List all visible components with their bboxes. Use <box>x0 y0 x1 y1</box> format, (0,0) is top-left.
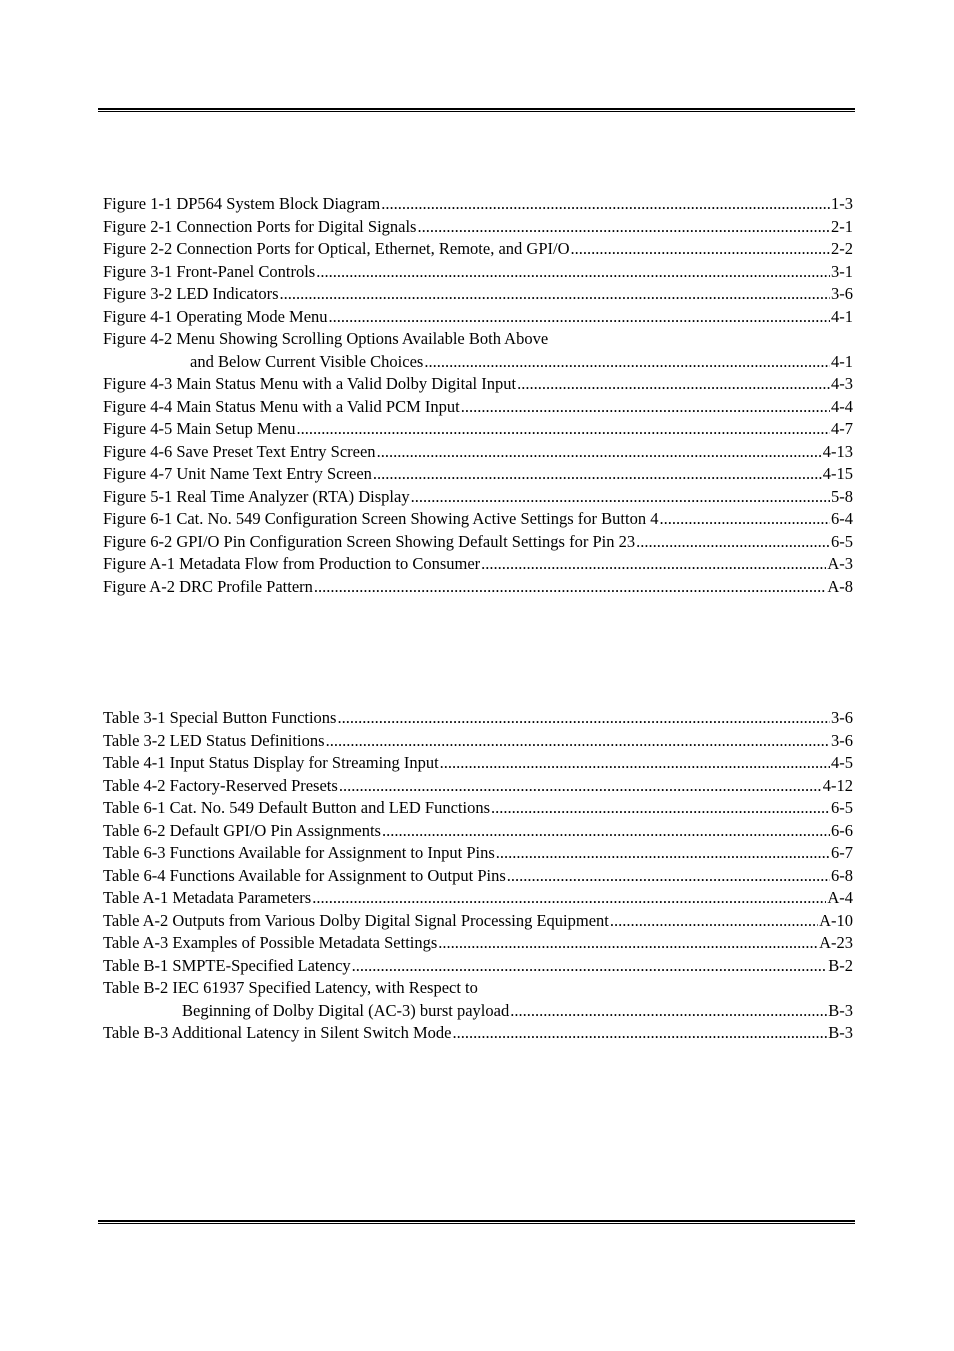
toc-entry[interactable] <box>103 775 853 798</box>
toc-entry-page: 6-7 <box>831 843 853 862</box>
toc-entry[interactable] <box>103 932 853 955</box>
toc-entry-page: 6-4 <box>831 509 853 528</box>
toc-entry-page: 5-8 <box>831 486 853 506</box>
toc-entry[interactable] <box>103 306 853 329</box>
toc-entry-label: Figure 4-6 Save Preset Text Entry Screen <box>103 441 376 461</box>
dot-leader <box>610 910 818 933</box>
toc-entry-page: B-2 <box>828 955 853 975</box>
toc-entry[interactable] <box>103 396 853 419</box>
toc-entry-label: Figure 4-5 Main Setup Menu <box>103 419 296 438</box>
toc-entry[interactable] <box>103 707 853 730</box>
dot-leader <box>314 576 826 599</box>
toc-entry-label: Figure 4-4 Main Status Menu with a Valid PCM Input <box>103 396 460 416</box>
toc-entry-page: A-10 <box>819 910 853 930</box>
dot-leader <box>438 932 818 955</box>
toc-entry-page: 3-6 <box>831 730 853 750</box>
toc-entry-page: A-4 <box>827 888 853 907</box>
toc-entry-page: 4-4 <box>831 396 853 416</box>
toc-entry-label: Table B-3 Additional Latency in Silent Switch Mode <box>103 1023 452 1042</box>
toc-entry[interactable] <box>103 820 853 843</box>
toc-entry[interactable] <box>103 193 853 216</box>
toc-entry-page: 4-1 <box>831 306 853 326</box>
toc-entry-label: Table A-2 Outputs from Various Dolby Digital Signal Processing Equipment <box>103 910 609 930</box>
toc-entry-page: 2-2 <box>831 239 853 258</box>
toc-entry-label: Table 6-3 Functions Available for Assignment to Input Pins <box>103 843 495 862</box>
toc-entry[interactable] <box>103 283 853 306</box>
toc-entry[interactable] <box>103 463 853 486</box>
dot-leader <box>636 531 830 554</box>
toc-entry[interactable] <box>103 486 853 509</box>
toc-entry-label: Figure 3-2 LED Indicators <box>103 284 279 303</box>
dot-leader <box>510 1000 827 1023</box>
toc-entry-continuation[interactable] <box>103 1000 853 1023</box>
toc-entry[interactable] <box>103 441 853 464</box>
toc-entry-label: Figure 4-2 Menu Showing Scrolling Options Available Both Above <box>103 329 549 348</box>
dot-leader <box>280 283 831 306</box>
list-of-tables <box>103 707 853 1045</box>
toc-entry-page: 4-5 <box>831 753 853 772</box>
toc-entry-label: Figure A-1 Metadata Flow from Production to Consumer <box>103 554 481 573</box>
dot-leader <box>461 396 830 419</box>
dot-leader <box>312 887 826 910</box>
dot-leader <box>316 261 830 284</box>
toc-entry-label: Table 3-1 Special Button Functions <box>103 708 337 727</box>
dot-leader <box>507 865 830 888</box>
toc-entry-label: Figure 1-1 DP564 System Block Diagram <box>103 194 381 213</box>
toc-entry-label: Table A-1 Metadata Parameters <box>103 888 312 907</box>
toc-entry-page: A-8 <box>827 576 853 596</box>
toc-entry-page: 6-6 <box>831 820 853 840</box>
dot-leader <box>496 842 830 865</box>
dot-leader <box>337 707 830 730</box>
toc-entry-page: 4-15 <box>822 464 853 483</box>
dot-leader <box>296 418 830 441</box>
toc-entry-page: 6-5 <box>831 531 853 551</box>
toc-entry-page: B-3 <box>828 1023 853 1042</box>
toc-entry[interactable] <box>103 752 853 775</box>
toc-entry-page: 3-1 <box>831 261 853 281</box>
toc-entry[interactable] <box>103 797 853 820</box>
toc-entry[interactable] <box>103 977 853 1000</box>
toc-entry[interactable] <box>103 887 853 910</box>
toc-entry-page: 4-12 <box>822 775 853 795</box>
toc-entry-label: Table 6-2 Default GPI/O Pin Assignments <box>103 820 381 840</box>
dot-leader <box>411 486 830 509</box>
toc-entry[interactable] <box>103 531 853 554</box>
toc-entry-label: Table 6-1 Cat. No. 549 Default Button and LED Functions <box>103 798 490 817</box>
toc-entry-label: Figure 4-3 Main Status Menu with a Valid Dolby Digital Input <box>103 374 517 393</box>
toc-entry-page: 4-13 <box>822 441 853 461</box>
toc-entry-label: Table 6-4 Functions Available for Assignment to Output Pins <box>103 865 506 885</box>
toc-entry-label: Table B-1 SMPTE-Specified Latency <box>103 955 351 975</box>
toc-entry-label-continuation: and Below Current Visible Choices <box>190 351 424 371</box>
dot-leader <box>571 238 831 261</box>
toc-entry-label: Figure 2-1 Connection Ports for Digital Signals <box>103 216 417 236</box>
toc-entry[interactable] <box>103 842 853 865</box>
toc-entry-page: 4-7 <box>831 419 853 438</box>
toc-entry[interactable] <box>103 508 853 531</box>
toc-entry-page: 3-6 <box>831 284 853 303</box>
toc-entry-label: Table A-3 Examples of Possible Metadata Settings <box>103 933 438 952</box>
toc-entry-label: Table B-2 IEC 61937 Specified Latency, with Respect to <box>103 978 478 997</box>
toc-entry-label: Figure 6-1 Cat. No. 549 Configuration Screen Showing Active Settings for Button 4 <box>103 509 659 528</box>
toc-entry[interactable] <box>103 216 853 239</box>
toc-entry-label: Figure A-2 DRC Profile Pattern <box>103 576 313 596</box>
dot-leader <box>517 373 830 396</box>
toc-entry-page: 4-1 <box>831 351 853 371</box>
toc-entry[interactable] <box>103 553 853 576</box>
dot-leader <box>329 306 830 329</box>
toc-entry-page: 6-5 <box>831 798 853 817</box>
toc-entry-page: 2-1 <box>831 216 853 236</box>
dot-leader <box>377 441 822 464</box>
dot-leader <box>659 508 830 531</box>
footer-rule <box>98 1220 855 1224</box>
toc-entry-label-continuation: Beginning of Dolby Digital (AC-3) burst payload <box>182 1000 510 1020</box>
toc-entry-page: 1-3 <box>831 194 853 213</box>
list-of-figures <box>103 193 853 598</box>
toc-entry[interactable] <box>103 373 853 396</box>
toc-entry-label: Table 3-2 LED Status Definitions <box>103 730 325 750</box>
dot-leader <box>453 1022 828 1045</box>
toc-entry[interactable] <box>103 865 853 888</box>
toc-entry-page: B-3 <box>828 1000 853 1020</box>
toc-entry-label: Figure 2-2 Connection Ports for Optical, Ethernet, Remote, and GPI/O <box>103 239 570 258</box>
toc-entry-page: 3-6 <box>831 708 853 727</box>
dot-leader <box>381 193 830 216</box>
toc-entry[interactable] <box>103 418 853 441</box>
header-rule <box>98 108 855 112</box>
dot-leader <box>382 820 830 843</box>
dot-leader <box>352 955 828 978</box>
toc-entry-label: Figure 4-1 Operating Mode Menu <box>103 306 328 326</box>
dot-leader <box>440 752 830 775</box>
toc-entry[interactable] <box>103 576 853 599</box>
dot-leader <box>481 553 826 576</box>
toc-entry-page: 6-8 <box>831 865 853 885</box>
dot-leader <box>491 797 830 820</box>
dot-leader <box>424 351 830 374</box>
toc-entry[interactable] <box>103 730 853 753</box>
toc-entry-page: A-3 <box>827 554 853 573</box>
toc-entry-label: Figure 4-7 Unit Name Text Entry Screen <box>103 464 372 483</box>
toc-entry-continuation[interactable] <box>103 351 853 374</box>
toc-entry-label: Figure 5-1 Real Time Analyzer (RTA) Display <box>103 486 410 506</box>
dot-leader <box>373 463 822 486</box>
toc-entry[interactable] <box>103 328 853 351</box>
dot-leader <box>417 216 830 239</box>
toc-entry[interactable] <box>103 1022 853 1045</box>
toc-entry[interactable] <box>103 955 853 978</box>
toc-entry-page: 4-3 <box>831 374 853 393</box>
toc-entry-label: Figure 6-2 GPI/O Pin Configuration Screen Showing Default Settings for Pin 23 <box>103 531 636 551</box>
toc-entry-label: Figure 3-1 Front-Panel Controls <box>103 261 316 281</box>
dot-leader <box>326 730 830 753</box>
toc-entry-label: Table 4-1 Input Status Display for Streaming Input <box>103 753 439 772</box>
toc-entry[interactable] <box>103 910 853 933</box>
dot-leader <box>339 775 822 798</box>
toc-entry-page: A-23 <box>819 933 853 952</box>
toc-entry-label: Table 4-2 Factory-Reserved Presets <box>103 775 338 795</box>
toc-entry[interactable] <box>103 238 853 261</box>
toc-entry[interactable] <box>103 261 853 284</box>
